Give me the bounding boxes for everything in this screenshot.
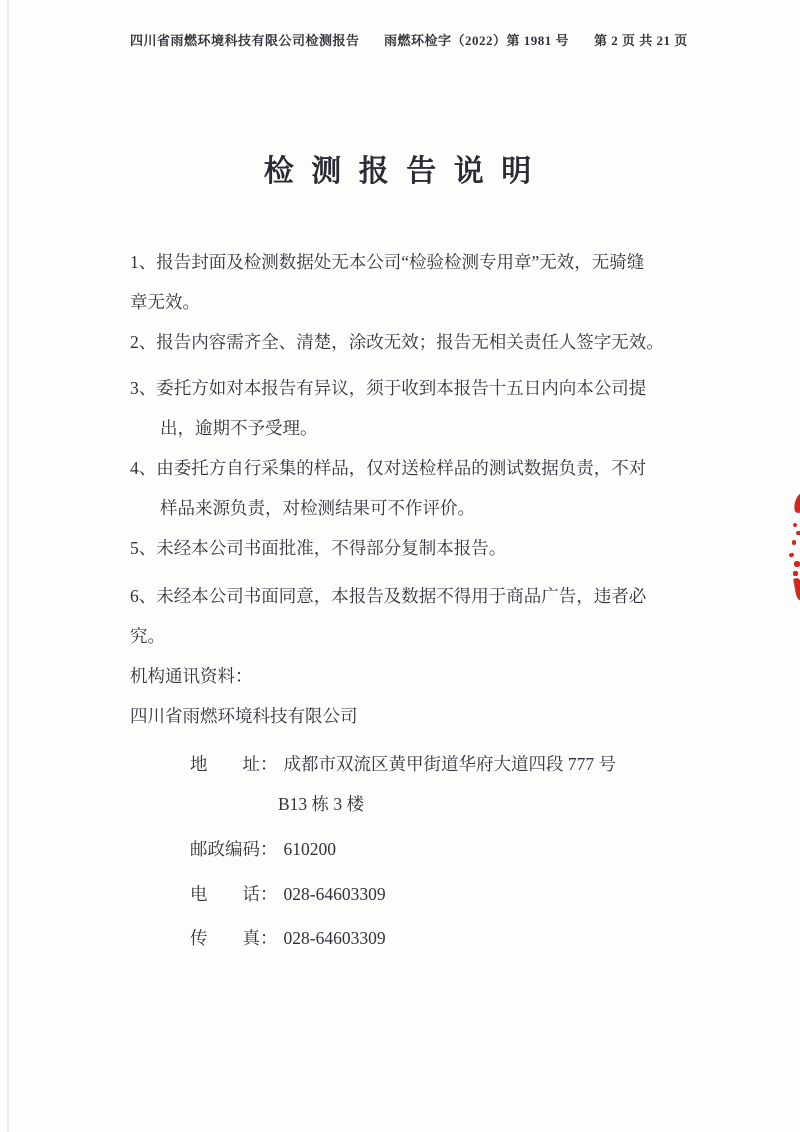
note-6-line-2: 究。 [130, 626, 165, 646]
note-4-line-1: 4、由委托方自行采集的样品，仅对送检样品的测试数据负责，不对 [130, 458, 647, 478]
seal-stroke [793, 577, 800, 600]
seal-stroke [796, 531, 800, 535]
header-report-number: 雨燃环检字（2022）第 1981 号 [384, 33, 570, 48]
seal-stroke [792, 540, 796, 545]
page-title: 检 测 报 告 说 明 [263, 155, 537, 188]
phone-label: 电 话： [190, 884, 278, 904]
contact-address-line2: B13 栋 3 楼 [278, 794, 365, 814]
note-6-line-1: 6、未经本公司书面同意，本报告及数据不得用于商品广告，违者必 [130, 586, 647, 606]
note-2-line-1: 2、报告内容需齐全、清楚，涂改无效；报告无相关责任人签字无效。 [130, 332, 664, 352]
fax-label: 传 真： [190, 928, 278, 948]
page-header [0, 30, 800, 50]
contact-fax-row [130, 918, 730, 958]
fax-value: 028-64603309 [283, 928, 386, 948]
seal-stroke [793, 571, 798, 576]
contact-phone-row [130, 874, 730, 914]
contact-company: 四川省雨燃环境科技有限公司 [130, 706, 358, 726]
phone-value: 028-64603309 [283, 884, 386, 904]
contact-postcode-row [130, 829, 730, 869]
header-company: 四川省雨燃环境科技有限公司检测报告 [130, 33, 360, 48]
address-label: 地 址： [190, 754, 278, 774]
paging-seal-fragment [782, 487, 800, 602]
note-4-line-2: 样品来源负责，对检测结果可不作评价。 [160, 498, 475, 518]
note-3-line-2: 出，逾期不予受理。 [160, 418, 318, 438]
seal-stroke [793, 492, 800, 514]
seal-stroke [789, 552, 795, 557]
header-page-number: 第 2 页 共 21 页 [594, 33, 688, 48]
postcode-label: 邮政编码： [190, 839, 278, 859]
note-3-line-1: 3、委托方如对本报告有异议，须于收到本报告十五日内向本公司提 [130, 378, 647, 398]
seal-stroke [794, 561, 800, 567]
contact-heading: 机构通讯资料： [130, 666, 253, 686]
note-1-line-1: 1、报告封面及检测数据处无本公司“检验检测专用章”无效，无骑缝 [130, 252, 645, 272]
address-value: 成都市双流区黄甲街道华府大道四段 777 号 [283, 754, 616, 774]
seal-stroke [793, 523, 797, 527]
contact-address-row [130, 744, 730, 784]
note-5-line-1: 5、未经本公司书面批准，不得部分复制本报告。 [130, 538, 507, 558]
postcode-value: 610200 [283, 839, 336, 859]
note-1-line-2: 章无效。 [130, 292, 200, 312]
report-notes [130, 242, 730, 958]
